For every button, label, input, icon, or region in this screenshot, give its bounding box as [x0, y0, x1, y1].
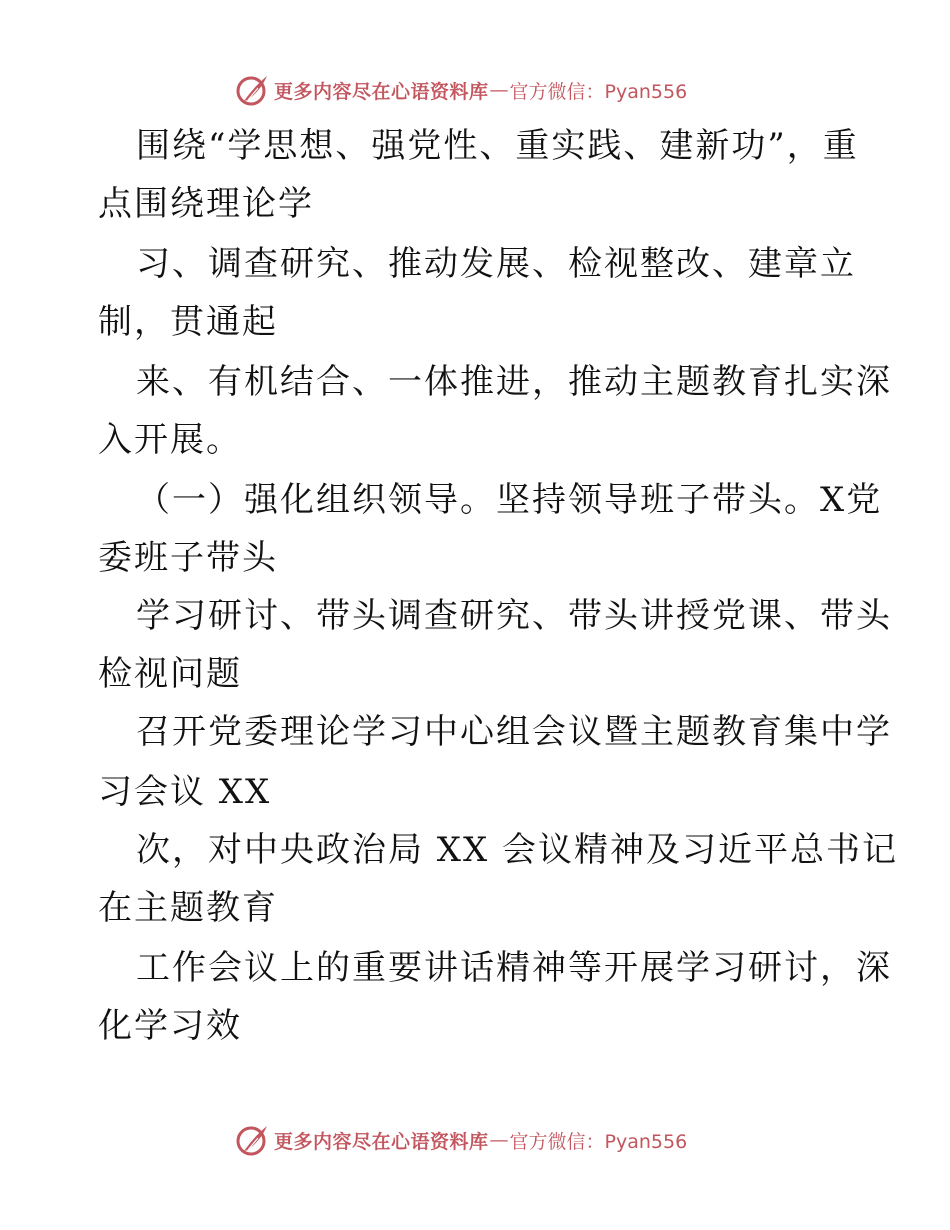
body-line: 学习研讨、带头调查研究、带头讲授党课、带头: [136, 596, 892, 636]
body-line: 工作会议上的重要讲话精神等开展学习研讨，深: [136, 948, 892, 988]
body-line: 次，对中央政治局 XX 会议精神及习近平总书记: [136, 830, 899, 870]
feather-pen-logo-icon: [236, 1123, 270, 1157]
body-line: （一）强化组织领导。坚持领导班子带头。X党: [136, 480, 883, 520]
body-line: 在主题教育: [98, 888, 278, 928]
body-line: 来、有机结合、一体推进，推动主题教育扎实深: [136, 362, 892, 402]
footer-banner: [236, 1122, 687, 1158]
body-line: 习会议 XX: [98, 772, 272, 812]
footer-contact-text: 官方微信：Pyan556: [509, 1130, 688, 1153]
body-line: 习、调查研究、推动发展、检视整改、建章立: [136, 244, 856, 284]
body-line: 化学习效: [98, 1006, 242, 1046]
body-line: 委班子带头: [98, 538, 278, 578]
body-line: 围绕“学思想、强党性、重实践、建新功”，重: [136, 126, 859, 166]
footer-brand-text: 更多内容尽在心语资料库: [274, 1130, 489, 1153]
body-line: 召开党委理论学习中心组会议暨主题教育集中学: [136, 712, 892, 752]
header-contact-text: 官方微信：Pyan556: [509, 80, 688, 103]
body-line: 制，贯通起: [98, 302, 278, 342]
footer-dash: —: [489, 1129, 509, 1151]
body-line: 入开展。: [98, 420, 242, 460]
body-line: 点围绕理论学: [98, 184, 314, 224]
header-brand-text: 更多内容尽在心语资料库: [274, 80, 489, 103]
body-line: 检视问题: [98, 654, 242, 694]
header-dash: —: [489, 79, 509, 101]
